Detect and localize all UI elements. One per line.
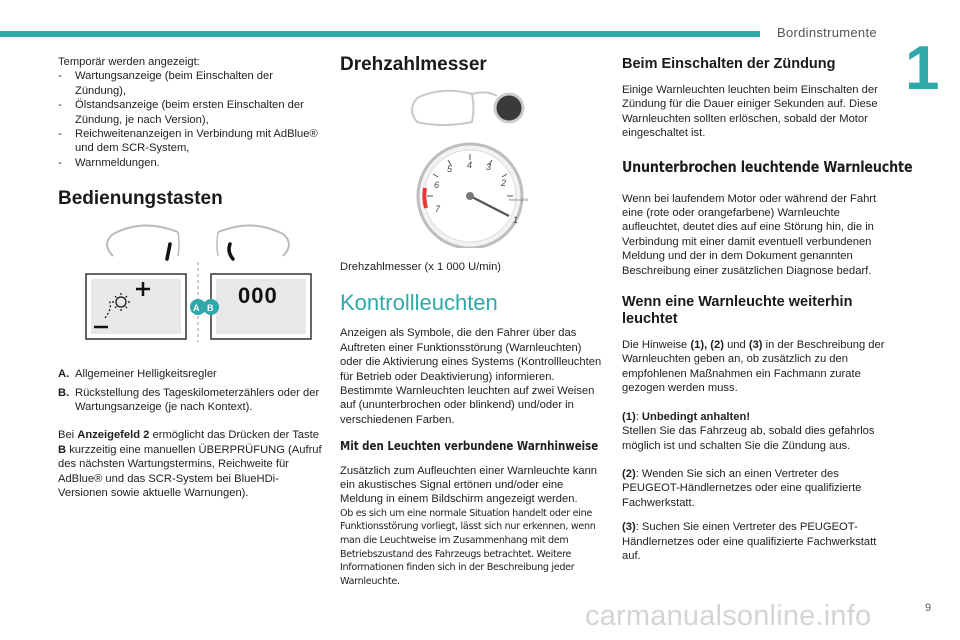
label-a: A <box>193 303 200 314</box>
section-title: Bordinstrumente <box>777 25 877 40</box>
list-item: - Wartungsanzeige (beim Einschalten der Zündung), <box>58 69 323 98</box>
watermark: carmanualsonline.info <box>585 600 872 632</box>
column-3 <box>622 56 913 573</box>
legend-item-a: A. Allgemeiner Helligkeitsregler <box>58 368 217 381</box>
column-1 <box>58 55 323 511</box>
label-b: B <box>207 303 214 314</box>
tacho-number: 5 <box>447 164 453 174</box>
tacho-number: 1 <box>513 215 519 225</box>
heading-control-buttons: Bedienungstasten <box>58 188 223 210</box>
temporary-display-list <box>58 69 323 170</box>
warning-persists-paragraph: Die Hinweise (1), (2) und (3) in der Beschreibung der Warnleuchten geben an, ob zusätzlich zu den empfohlenen Maßnahmen ein Fachmann zurate gezogen werden muss. <box>622 339 885 395</box>
control-buttons-figure <box>83 222 313 347</box>
note-3: (3): Suchen Sie einen Vertreter des PEUGEOT-Händlernetzes oder eine qualifizierte Fachwerkstatt auf. <box>622 521 877 562</box>
intro-text: Temporär werden angezeigt: <box>58 56 200 68</box>
list-item: - Ölstandsanzeige (beim ersten Einschalten der Zündung, je nach Version), <box>58 98 323 127</box>
page-number: 9 <box>925 602 932 614</box>
tacho-number: 4 <box>467 160 473 170</box>
tachometer-caption: Drehzahlmesser (x 1 000 U/min) <box>340 261 502 273</box>
tacho-number: 3 <box>486 162 492 172</box>
note-1: (1): Unbedingt anhalten! Stellen Sie das Fahrzeug ab, sobald dies gefahrlos möglich ist und schalten Sie die Zündung aus. <box>622 410 875 452</box>
continuous-warning-paragraph: Wenn bei laufendem Motor oder während der Fahrt eine (rote oder orangefarbene) Warnleuchte aufleuchtet, deutet dies auf eine Störung hin, die in Verbindung mit einer damit eventuell verbundenen Meldung und der in dem Dokument genannten Beschreibung einer zusätzlichen Diagnose bedarf. <box>622 192 877 277</box>
heading-warning-lights: Kontrollleuchten <box>340 290 498 316</box>
chapter-number: 1 <box>905 34 940 103</box>
associated-warnings-paragraph: Zusätzlich zum Aufleuchten einer Warnleuchte kann ein akustisches Signal ertönen und/oder eine Meldung in einem Bildschirm angezeigt werden. <box>340 464 598 506</box>
heading-tachometer: Drehzahlmesser <box>340 54 487 75</box>
ignition-on-paragraph: Einige Warnleuchten leuchten beim Einschalten der Zündung für die Dauer einiger Sekunden auf. Diese Warnleuchten sollten erlöschen, sobald der Motor eingeschaltet ist. <box>622 84 878 140</box>
heading-continuous-warning: Ununterbrochen leuchtende Warnleuchte <box>622 157 913 176</box>
buttons-illustration <box>83 222 313 347</box>
heading-ignition-on: Beim Einschalten der Zündung <box>622 56 836 72</box>
tacho-number: 2 <box>501 178 507 188</box>
column-2 <box>340 54 605 588</box>
legend-item-b: B. Rückstellung des Tageskilometerzählers oder der Wartungsanzeige (je nach Kontext). <box>58 386 320 414</box>
heading-warning-persists: Wenn eine Warnleuchte weiterhin leuchtet <box>622 294 853 328</box>
list-item: - Warnmeldungen. <box>58 156 323 170</box>
button-b-display: 000 <box>238 283 278 309</box>
tacho-number: 6 <box>434 180 440 190</box>
note-2: (2): Wenden Sie sich an einen Vertreter des PEUGEOT-Händlernetzes oder eine qualifizierte Fachwerkstatt. <box>622 467 862 509</box>
list-item: - Reichweitenanzeigen in Verbindung mit AdBlue® und dem SCR-System, <box>58 127 323 156</box>
tacho-number: 7 <box>435 204 441 214</box>
button-b-paragraph: Bei Anzeigefeld 2 ermöglicht das Drücken der Taste B kurzzeitig eine manuellen ÜBERPRÜFUNG (Aufruf des nächsten Wartungstermins, Reichweite für AdBlue® und das SCR-System bei BlueHDi-Versionen sowie aktuelle Warnungen). <box>58 429 322 500</box>
header-accent-bar <box>0 31 760 37</box>
legend <box>58 367 323 414</box>
warning-lights-paragraph: Anzeigen als Symbole, die den Fahrer über das Auftreten einer Funktionsstörung (Warnleuchten) oder die Aktivierung eines Systems (Kontrollleuchten für Betrieb oder Deaktivierung) informieren. Bestimmte Warnleuchten leuchten auf zwei Weisen auf (ununterbrochen oder blinkend) und/oder in verschiedenen Farben. <box>340 327 602 426</box>
associated-warnings-note: Ob es sich um eine normale Situation handelt oder eine Funktionsstörung vorliegt, lässt sich nur erkennen, wenn man die Leuchtweise im Zusammenhang mit dem Betriebszustand des Fahrzeugs betrachtet. Weitere Informationen finden sich in der Beschreibung jeder Warnleuchte. <box>340 507 596 587</box>
heading-associated-warnings: Mit den Leuchten verbundene Warnhinweise <box>340 438 599 454</box>
tacho-unit: tr/min x1000 <box>509 198 529 202</box>
tachometer-figure <box>397 88 547 248</box>
